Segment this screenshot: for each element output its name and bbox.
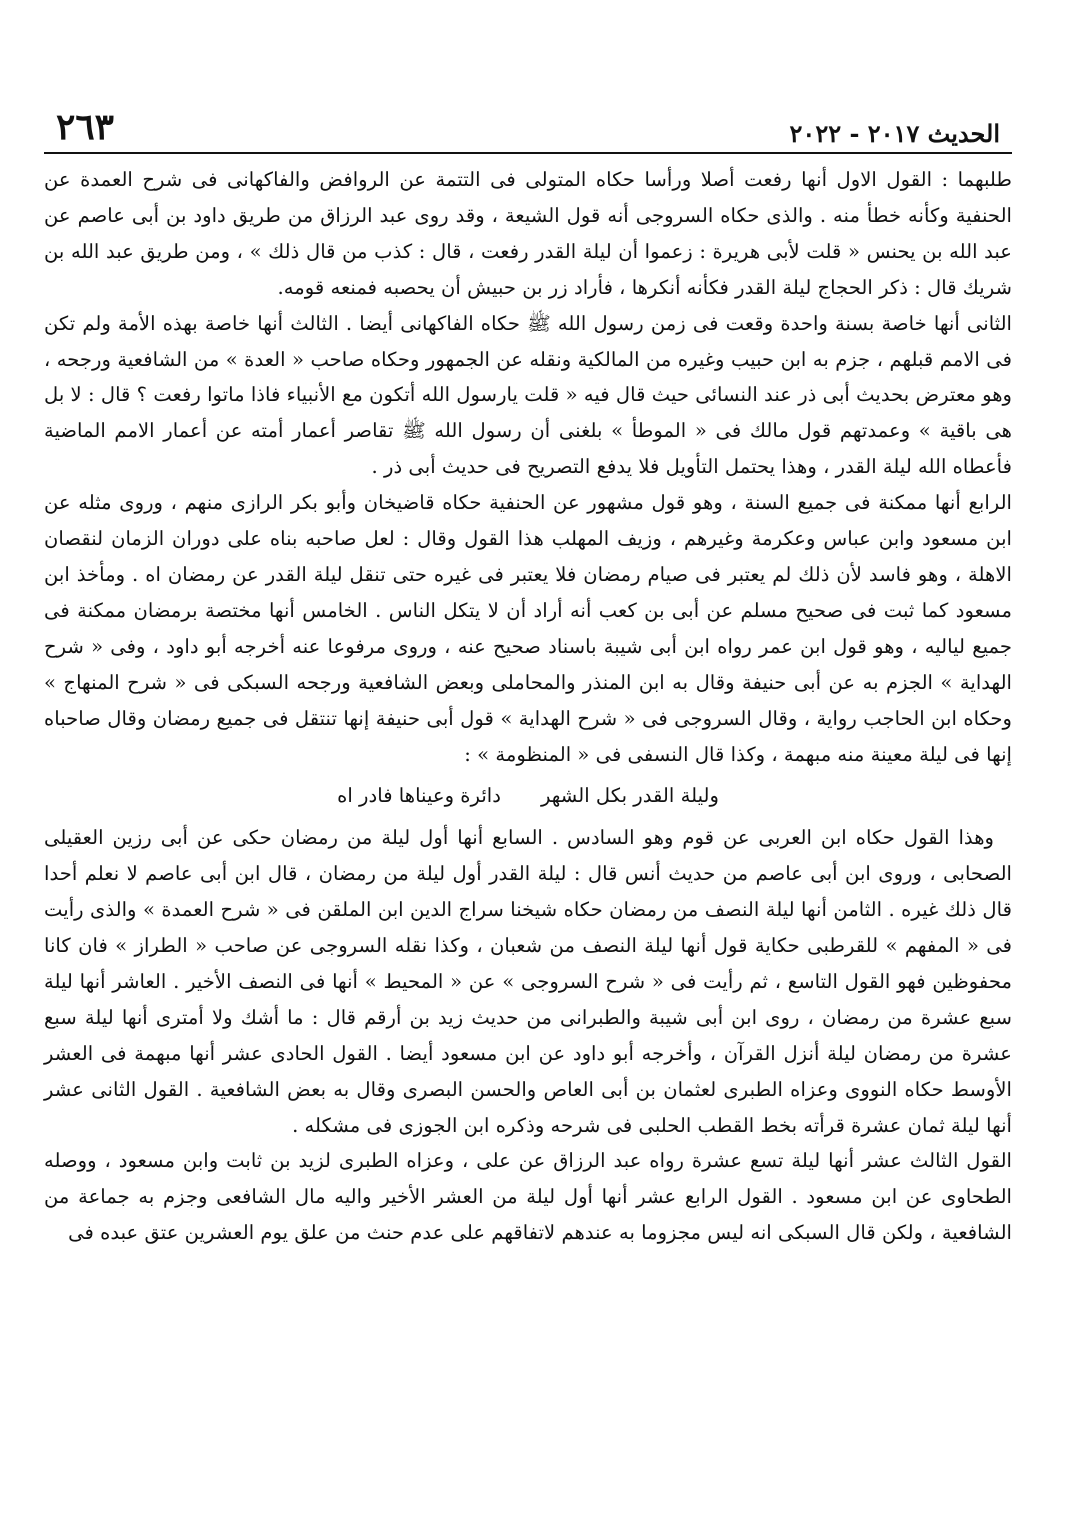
page-header: [44, 108, 1012, 154]
verse-first-hemistich: وليلة القدر بكل الشهر: [540, 784, 719, 808]
verse-second-hemistich: دائرة وعيناها فادر اه: [337, 784, 501, 808]
paragraph: طلبهما : القول الاول أنها رفعت أصلا ورأسا حكاه المتولى فى التتمة عن الروافض والفاكهانى فى شرح العمدة عن الحنفية وكأنه خطأ منه . والذى حكاه السروجى أنه قول الشيعة ، وقد روى عبد الرزاق من طريق داود بن أبى عاصم عن عبد الله بن يحنس « قلت لأبى هريرة : زعموا أن ليلة القدر رفعت ، قال : كذب من قال ذلك » ، ومن طريق عبد الله بن شريك قال : ذكر الحجاج ليلة القدر فكأنه أنكرها ، فأراد زر بن حبيش أن يحصبه فمنعه قومه.: [44, 168, 1012, 299]
page-body: [44, 162, 1012, 1251]
paragraph: وهذا القول حكاه ابن العربى عن قوم وهو السادس . السابع أنها أول ليلة من رمضان حكى عن أبى رزين العقيلى الصحابى ، وروى ابن أبى عاصم من حديث أنس قال : ليلة القدر أول ليلة من رمضان ، قال ابن أبى عاصم لا نعلم أحدا قال ذلك غيره . الثامن أنها ليلة النصف من رمضان حكاه شيخنا سراج الدين ابن الملقن فى « شرح العمدة » والذى رأيت فى « المفهم » للقرطبى حكاية قول أنها ليلة النصف من شعبان ، وكذا نقله السروجى عن صاحب « الطراز » فان كانا محفوظين فهو القول التاسع ، ثم رأيت فى « شرح السروجى » عن « المحيط » أنها فى النصف الأخير . العاشر أنها ليلة سبع عشرة من رمضان ، روى ابن أبى شيبة والطبرانى من حديث زيد بن أرقم قال : ما أشك ولا أمترى أنها ليلة سبع عشرة من رمضان ليلة أنزل القرآن ، وأخرجه أبو داود عن ابن مسعود أيضا . القول الحادى عشر أنها مبهمة فى العشر الأوسط حكاه النووى وعزاه الطبرى لعثمان بن أبى العاص والحسن البصرى وقال به بعض الشافعية . القول الثانى عشر أنها ليلة ثمان عشرة قرأته بخط القطب الحلبى فى شرحه وذكره ابن الجوزى فى مشكله .: [44, 826, 1012, 1137]
page: [44, 108, 1012, 1525]
verse: [44, 778, 1012, 814]
page-number: ٢٦٣: [56, 106, 115, 148]
paragraph: الثانى أنها خاصة بسنة واحدة وقعت فى زمن رسول الله ﷺ حكاه الفاكهانى أيضا . الثالث أنها خاصة بهذه الأمة ولم تكن فى الامم قبلهم ، جزم به ابن حبيب وغيره من المالكية ونقله عن الجمهور وحكاه صاحب « العدة » من الشافعية ورجحه ، وهو معترض بحديث أبى ذر عند النسائى حيث قال فيه « قلت يارسول الله أتكون مع الأنبياء فاذا ماتوا رفعت ؟ قال : لا بل هى باقية » وعمدتهم قول مالك فى « الموطأ » بلغنى أن رسول الله ﷺ تقاصر أعمار أمته عن أعمار الامم الماضية فأعطاه الله ليلة القدر ، وهذا يحتمل التأويل فلا يدفع التصريح فى حديث أبى ذر .: [44, 311, 1012, 479]
paragraph: القول الثالث عشر أنها ليلة تسع عشرة رواه عبد الرزاق عن على ، وعزاه الطبرى لزيد بن ثابت وابن مسعود ، ووصله الطحاوى عن ابن مسعود . القول الرابع عشر أنها أول ليلة من العشر الأخير واليه مال الشافعى وجزم به جماعة من الشافعية ، ولكن قال السبكى انه ليس مجزوما به عندهم لاتفاقهم على عدم حنث من علق يوم العشرين عتق عبده فى: [44, 1149, 1012, 1245]
paragraph: الرابع أنها ممكنة فى جميع السنة ، وهو قول مشهور عن الحنفية حكاه قاضيخان وأبو بكر الرازى منهم ، وروى مثله عن ابن مسعود وابن عباس وعكرمة وغيرهم ، وزيف المهلب هذا القول وقال : لعل صاحبه بناه على دوران الزمان لنقصان الاهلة ، وهو فاسد لأن ذلك لم يعتبر فى صيام رمضان فلا يعتبر فى غيره حتى تنقل ليلة القدر عن رمضان اه . ومأخذ ابن مسعود كما ثبت فى صحيح مسلم عن أبى بن كعب أنه أراد أن لا يتكل الناس . الخامس أنها مختصة برمضان ممكنة فى جميع لياليه ، وهو قول ابن عمر رواه ابن أبى شيبة باسناد صحيح عنه ، وروى مرفوعا عنه أخرجه أبو داود ، وفى « شرح الهداية » الجزم به عن أبى حنيفة وقال به ابن المنذر والمحاملى وبعض الشافعية ورجحه السبكى فى « شرح المنهاج » وحكاه ابن الحاجب رواية ، وقال السروجى فى « شرح الهداية » قول أبى حنيفة إنها تنتقل فى جميع رمضان وقال صاحباه إنها فى ليلة معينة منه مبهمة ، وكذا قال النسفى فى « المنظومة » :: [44, 491, 1012, 766]
hadith-range: الحديث ٢٠١٧ - ٢٠٢٢: [789, 119, 1000, 148]
